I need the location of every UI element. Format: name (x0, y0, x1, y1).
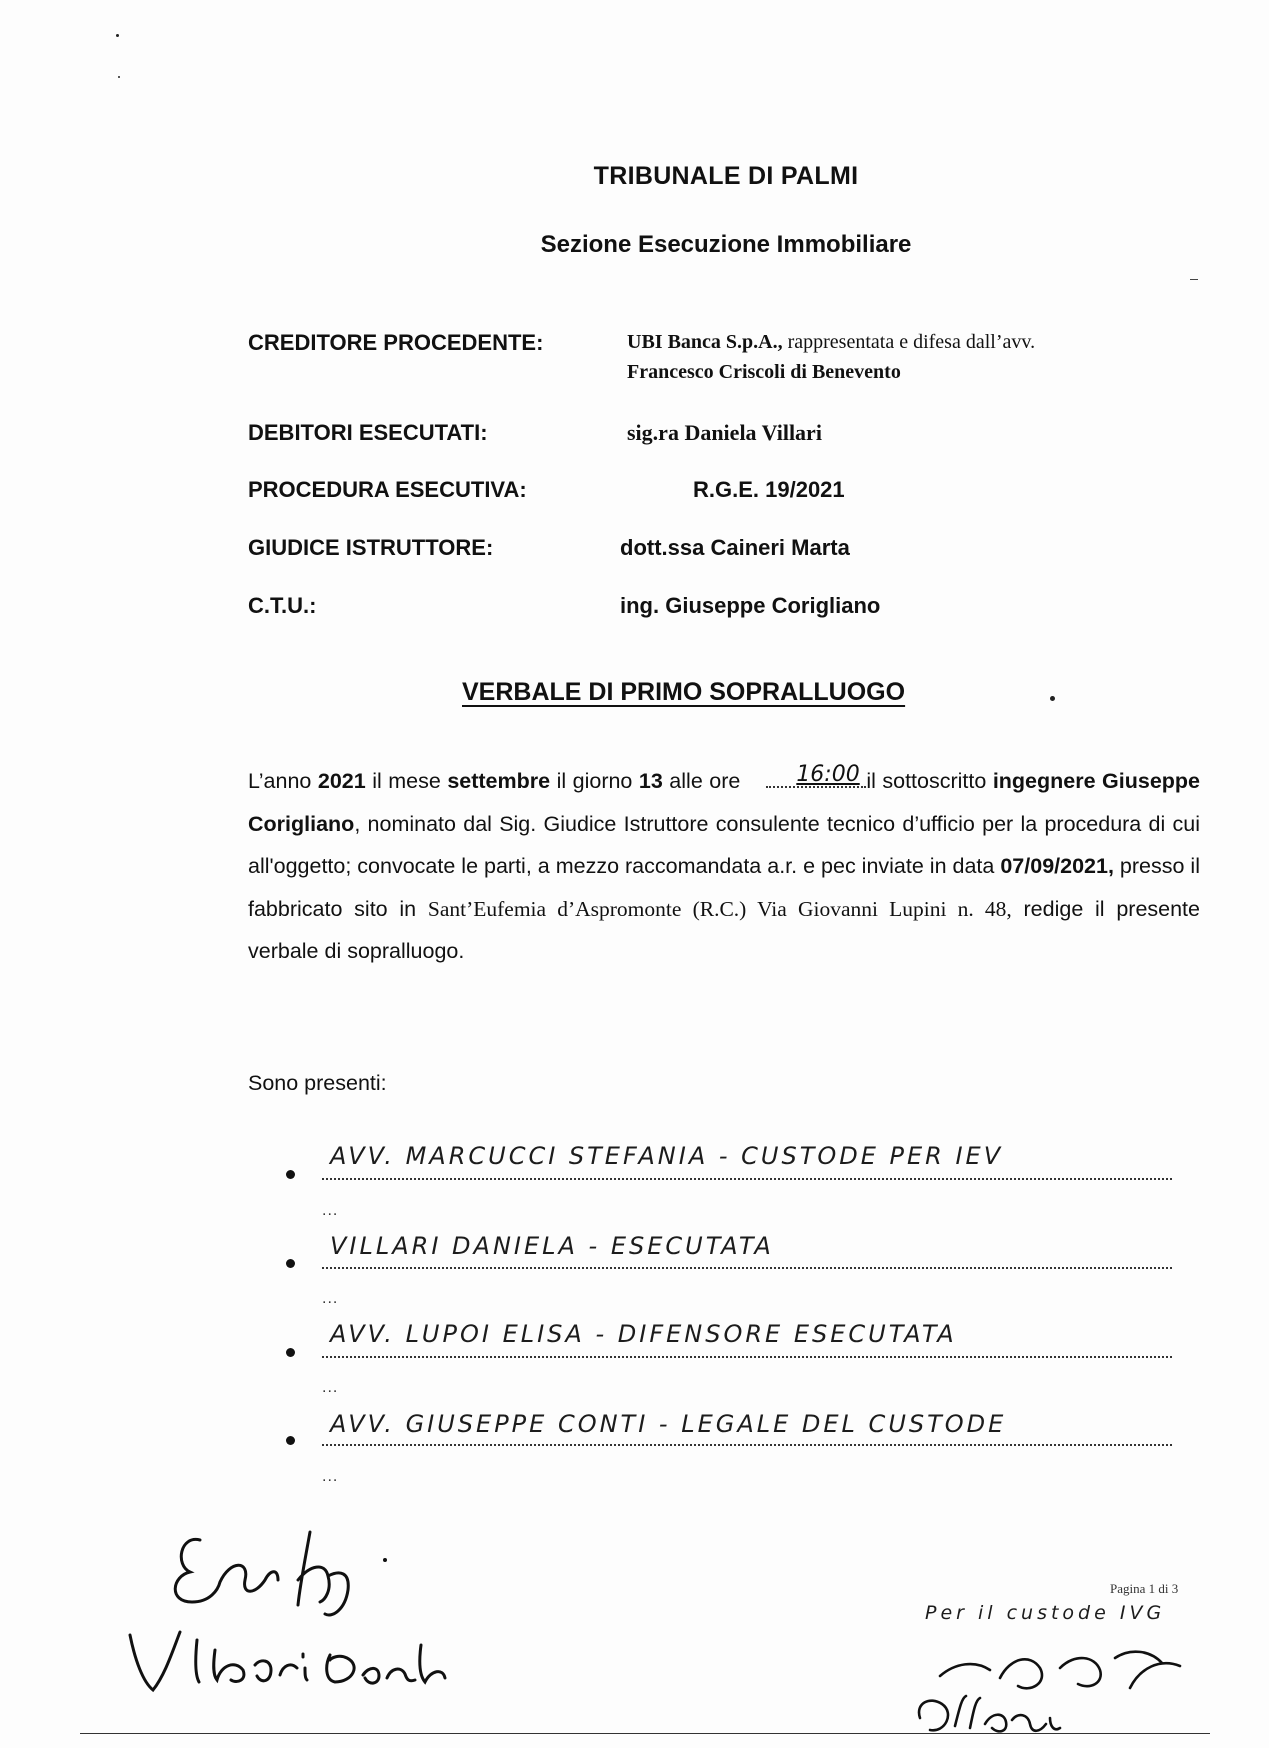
procedure-label: PROCEDURA ESECUTIVA: (248, 477, 527, 502)
ctu-label: C.T.U.: (248, 593, 317, 618)
attendee-4: AVV. GIUSEPPE CONTI - LEGALE DEL CUSTODE (330, 1410, 1007, 1438)
ellipsis: ... (322, 1290, 339, 1307)
para-text: il giorno (550, 769, 639, 793)
hour-blank (766, 762, 866, 788)
dotted-line (322, 1178, 1172, 1180)
custodian-note: Per il custode IVG (925, 1602, 1166, 1624)
bullet (286, 1348, 295, 1357)
creditor-label: CREDITORE PROCEDENTE: (248, 330, 544, 355)
para-text: L’anno (248, 769, 318, 793)
para-text: il sottoscritto (866, 769, 993, 793)
creditor-bank: UBI Banca S.p.A., (627, 331, 783, 353)
creditor-lawyer: Francesco Criscoli di Benevento (627, 361, 901, 383)
para-text: , nominato dal Sig. Giudice Istruttore consulente tecnico d’ufficio per la procedura di cui all'oggetto; convocate le parti, a mezzo raccomandata a.r. e pec inviate in data (248, 811, 1200, 878)
dotted-line (322, 1356, 1172, 1358)
para-text: redige il presente verbale di sopralluogo. (248, 896, 1200, 963)
para-engineer: ingegnere Giuseppe Corigliano (248, 769, 1201, 836)
debtor-name: sig.ra Daniela Villari (627, 420, 822, 445)
presenti-label: Sono presenti: (248, 1071, 387, 1095)
signature-lupoi (160, 1510, 420, 1620)
procedure-value: R.G.E. 19/2021 (693, 477, 845, 502)
page-number: Pagina 1 di 3 (1110, 1581, 1179, 1596)
ellipsis: ... (322, 1468, 339, 1485)
para-address: Sant’Eufemia d’Aspromonte (R.C.) Via Giovanni Lupini n. 48, (427, 896, 1012, 921)
para-text: alle ore (662, 769, 747, 793)
debtor-label: DEBITORI ESECUTATI: (248, 420, 488, 445)
scan-mark (116, 34, 119, 37)
ellipsis: ... (322, 1202, 339, 1219)
attendee-2: VILLARI DANIELA - ESECUTATA (330, 1232, 774, 1260)
ellipsis: ... (322, 1379, 339, 1396)
footer-rule (80, 1733, 1210, 1734)
debtor-value (627, 420, 822, 446)
creditor-value (627, 331, 1035, 354)
verbale-title: VERBALE DI PRIMO SOPRALLUOGO (462, 678, 906, 706)
para-text: il mese (365, 769, 448, 793)
court-title: TRIBUNALE DI PALMI (593, 162, 859, 190)
scan-mark (1190, 279, 1198, 280)
dotted-line (322, 1444, 1172, 1446)
bullet (286, 1436, 295, 1445)
signature-villari (125, 1620, 465, 1700)
ctu-value: ing. Giuseppe Corigliano (620, 593, 881, 618)
verbale-paragraph (248, 760, 1200, 973)
attendee-3: AVV. LUPOI ELISA - DIFENSORE ESECUTATA (330, 1320, 957, 1348)
para-date: 07/09/2021, (1000, 854, 1114, 878)
creditor-represented: rappresentata e difesa dall’avv. (782, 331, 1036, 353)
judge-label: GIUDICE ISTRUTTORE: (248, 535, 494, 560)
para-year: 2021 (317, 769, 366, 793)
para-month: settembre (447, 769, 551, 793)
scan-mark (118, 76, 120, 78)
dotted-line (322, 1267, 1172, 1269)
signature-custodian (900, 1608, 1210, 1748)
bullet (286, 1170, 295, 1179)
para-day: 13 (638, 769, 663, 793)
judge-value: dott.ssa Caineri Marta (620, 535, 850, 560)
para-text: presso il fabbricato sito in (248, 854, 1200, 921)
attendee-1: AVV. MARCUCCI STEFANIA - CUSTODE PER IEV (330, 1142, 1004, 1170)
bullet (286, 1259, 295, 1268)
section-title: Sezione Esecuzione Immobiliare (540, 231, 912, 258)
verbale-title-dot (1050, 696, 1055, 701)
handwritten-hour: 16:00 (796, 762, 860, 787)
